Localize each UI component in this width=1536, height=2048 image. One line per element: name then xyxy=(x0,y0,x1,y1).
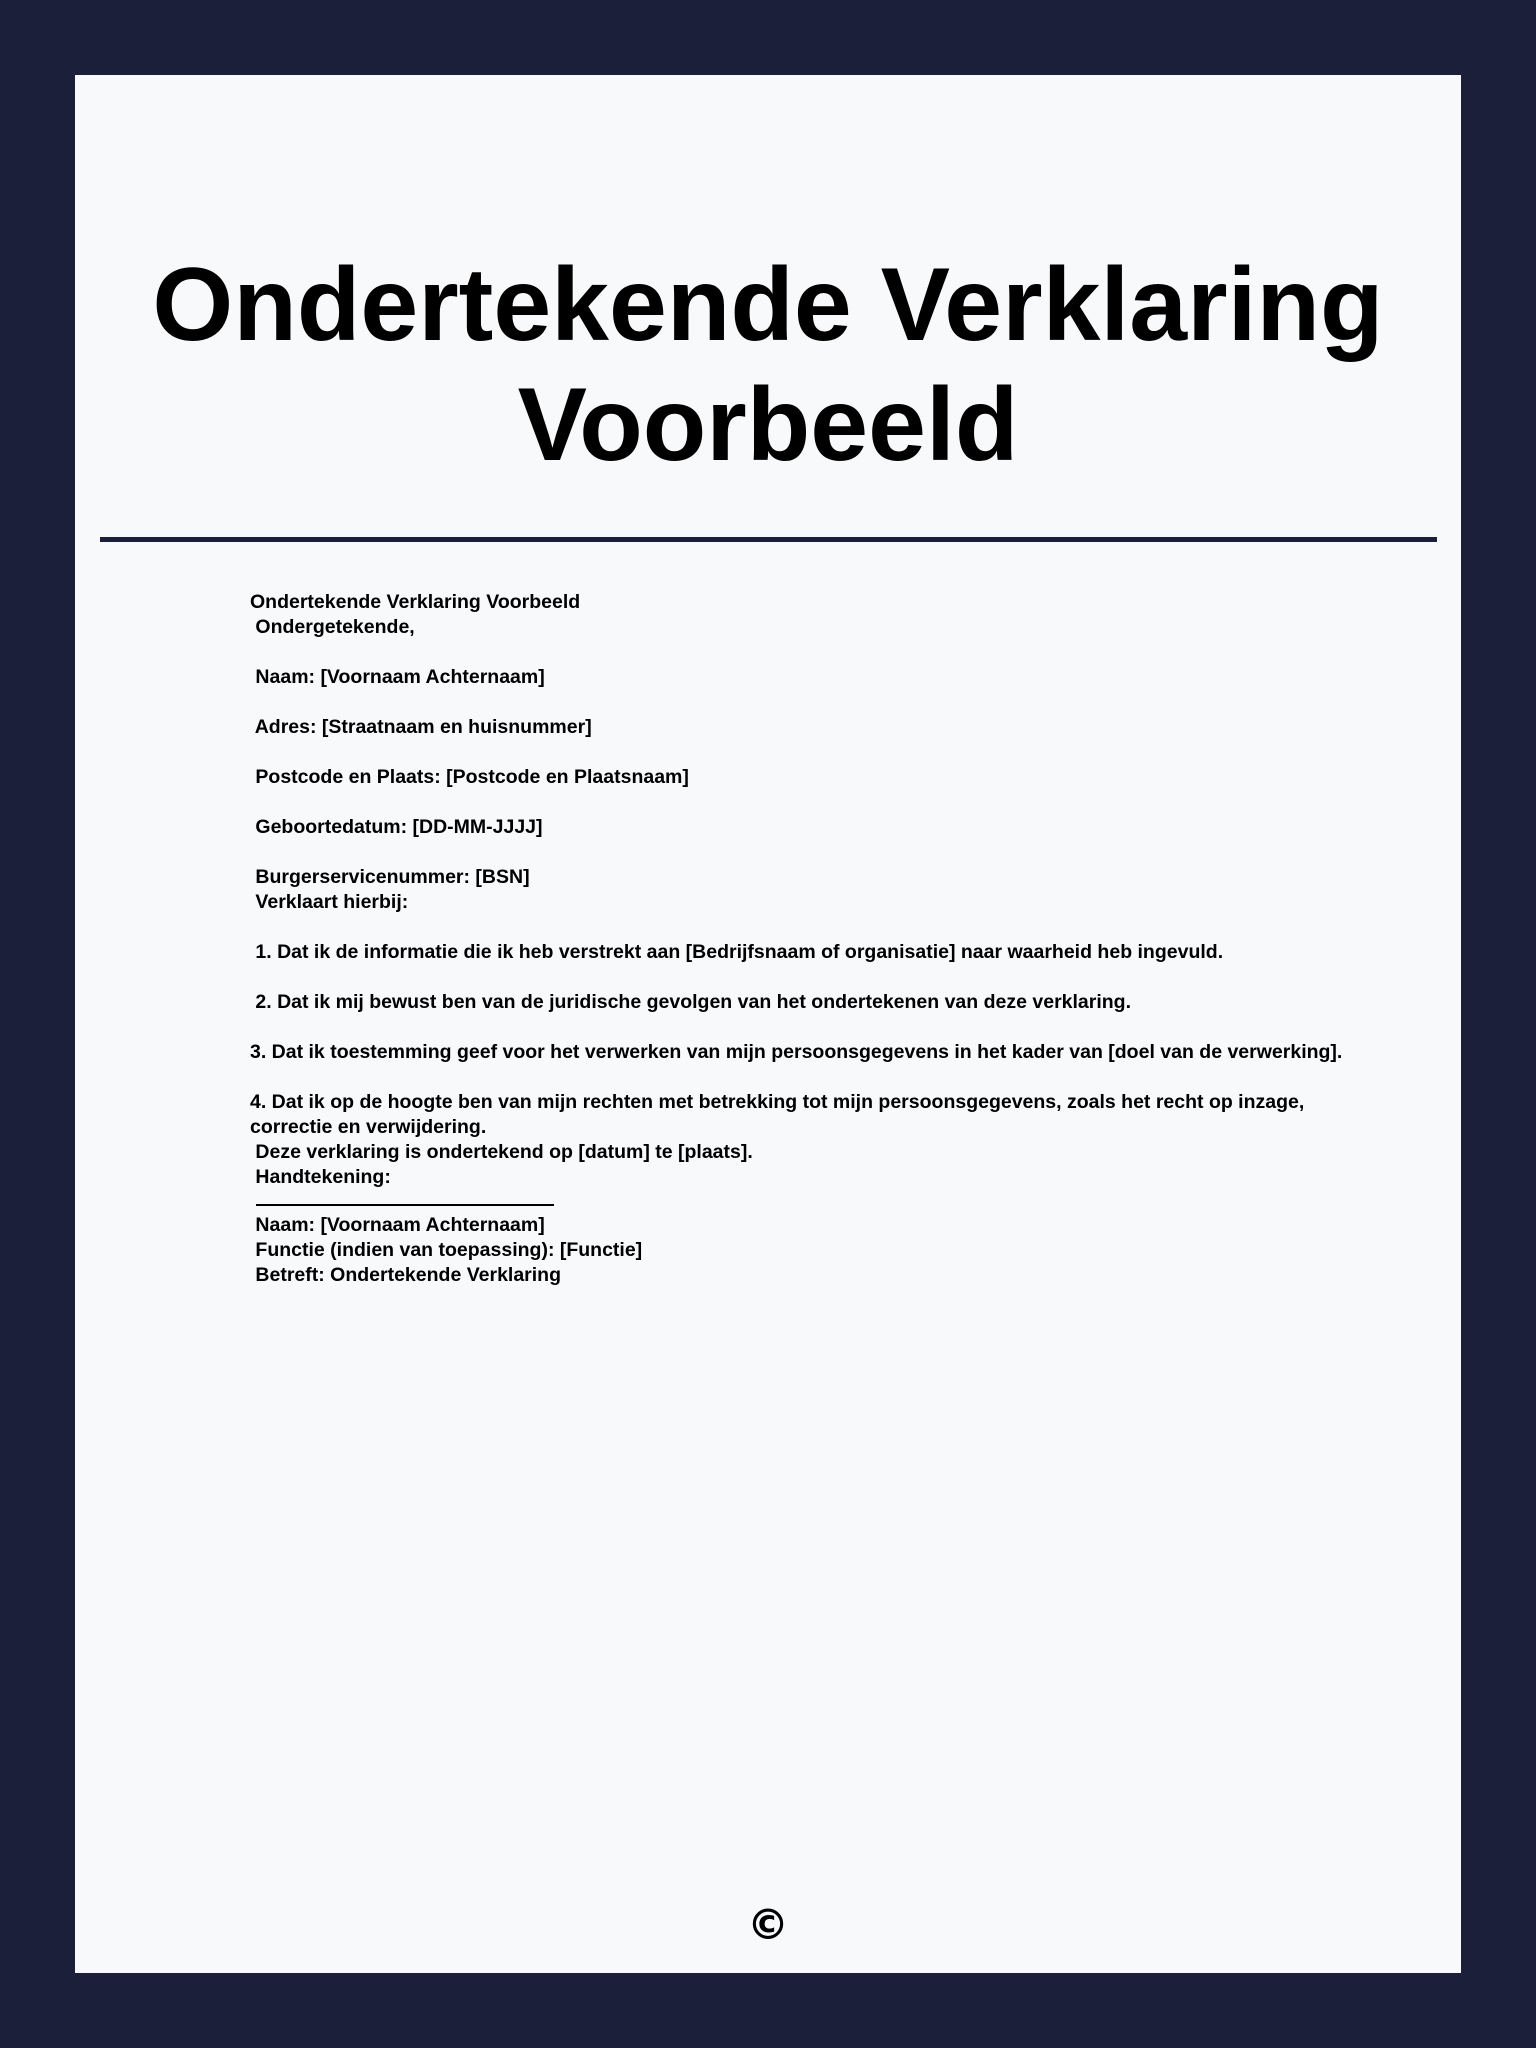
signature-label: Handtekening: xyxy=(250,1166,391,1188)
field-name: Naam: [Voornaam Achternaam] xyxy=(250,666,545,688)
blank-line xyxy=(250,1065,1360,1090)
field-address: Adres: [Straatnaam en huisnummer] xyxy=(250,716,592,738)
declaration-point: 3. Dat ik toestemming geef voor het verwerken van mijn persoonsgegevens in het kader van [doel van de verwerking]. xyxy=(250,1041,1343,1063)
field-postcode-city: Postcode en Plaats: [Postcode en Plaatsnaam] xyxy=(250,766,689,788)
signer-name: Naam: [Voornaam Achternaam] xyxy=(250,1214,545,1236)
blank-line xyxy=(250,740,1360,765)
declares-label: Verklaart hierbij: xyxy=(250,891,409,913)
document-heading: Ondertekende Verklaring Voorbeeld xyxy=(250,591,581,613)
blank-line xyxy=(250,915,1360,940)
field-birthdate: Geboortedatum: [DD-MM-JJJJ] xyxy=(250,816,543,838)
blank-line xyxy=(250,690,1360,715)
blank-line xyxy=(250,965,1360,990)
copyright-icon: © xyxy=(747,1900,789,1949)
salutation: Ondergetekende, xyxy=(250,616,415,638)
title-divider xyxy=(100,537,1437,542)
declaration-point: 1. Dat ik de informatie die ik heb verstrekt aan [Bedrijfsnaam of organisatie] naar waarheid heb ingevuld. xyxy=(250,941,1224,963)
subject-line: Betreft: Ondertekende Verklaring xyxy=(250,1264,562,1286)
signer-function: Functie (indien van toepassing): [Functie] xyxy=(250,1239,643,1261)
blank-line xyxy=(250,790,1360,815)
document-page xyxy=(75,75,1461,1973)
signed-on-statement: Deze verklaring is ondertekend op [datum] te [plaats]. xyxy=(250,1141,753,1163)
blank-line xyxy=(250,640,1360,665)
declaration-point: 2. Dat ik mij bewust ben van de juridische gevolgen van het ondertekenen van deze verklaring. xyxy=(250,991,1132,1013)
page-title: Ondertekende Verklaring Voorbeeld xyxy=(152,247,1384,483)
signature-line xyxy=(256,1204,554,1206)
declaration-point: 4. Dat ik op de hoogte ben van mijn rechten met betrekking tot mijn persoonsgegevens, zoals het recht op inzage, correctie en verwijdering. xyxy=(250,1091,1305,1138)
blank-line xyxy=(250,1015,1360,1040)
blank-line xyxy=(250,840,1360,865)
field-bsn: Burgerservicenummer: [BSN] xyxy=(250,866,530,888)
document-body xyxy=(250,590,1360,1288)
